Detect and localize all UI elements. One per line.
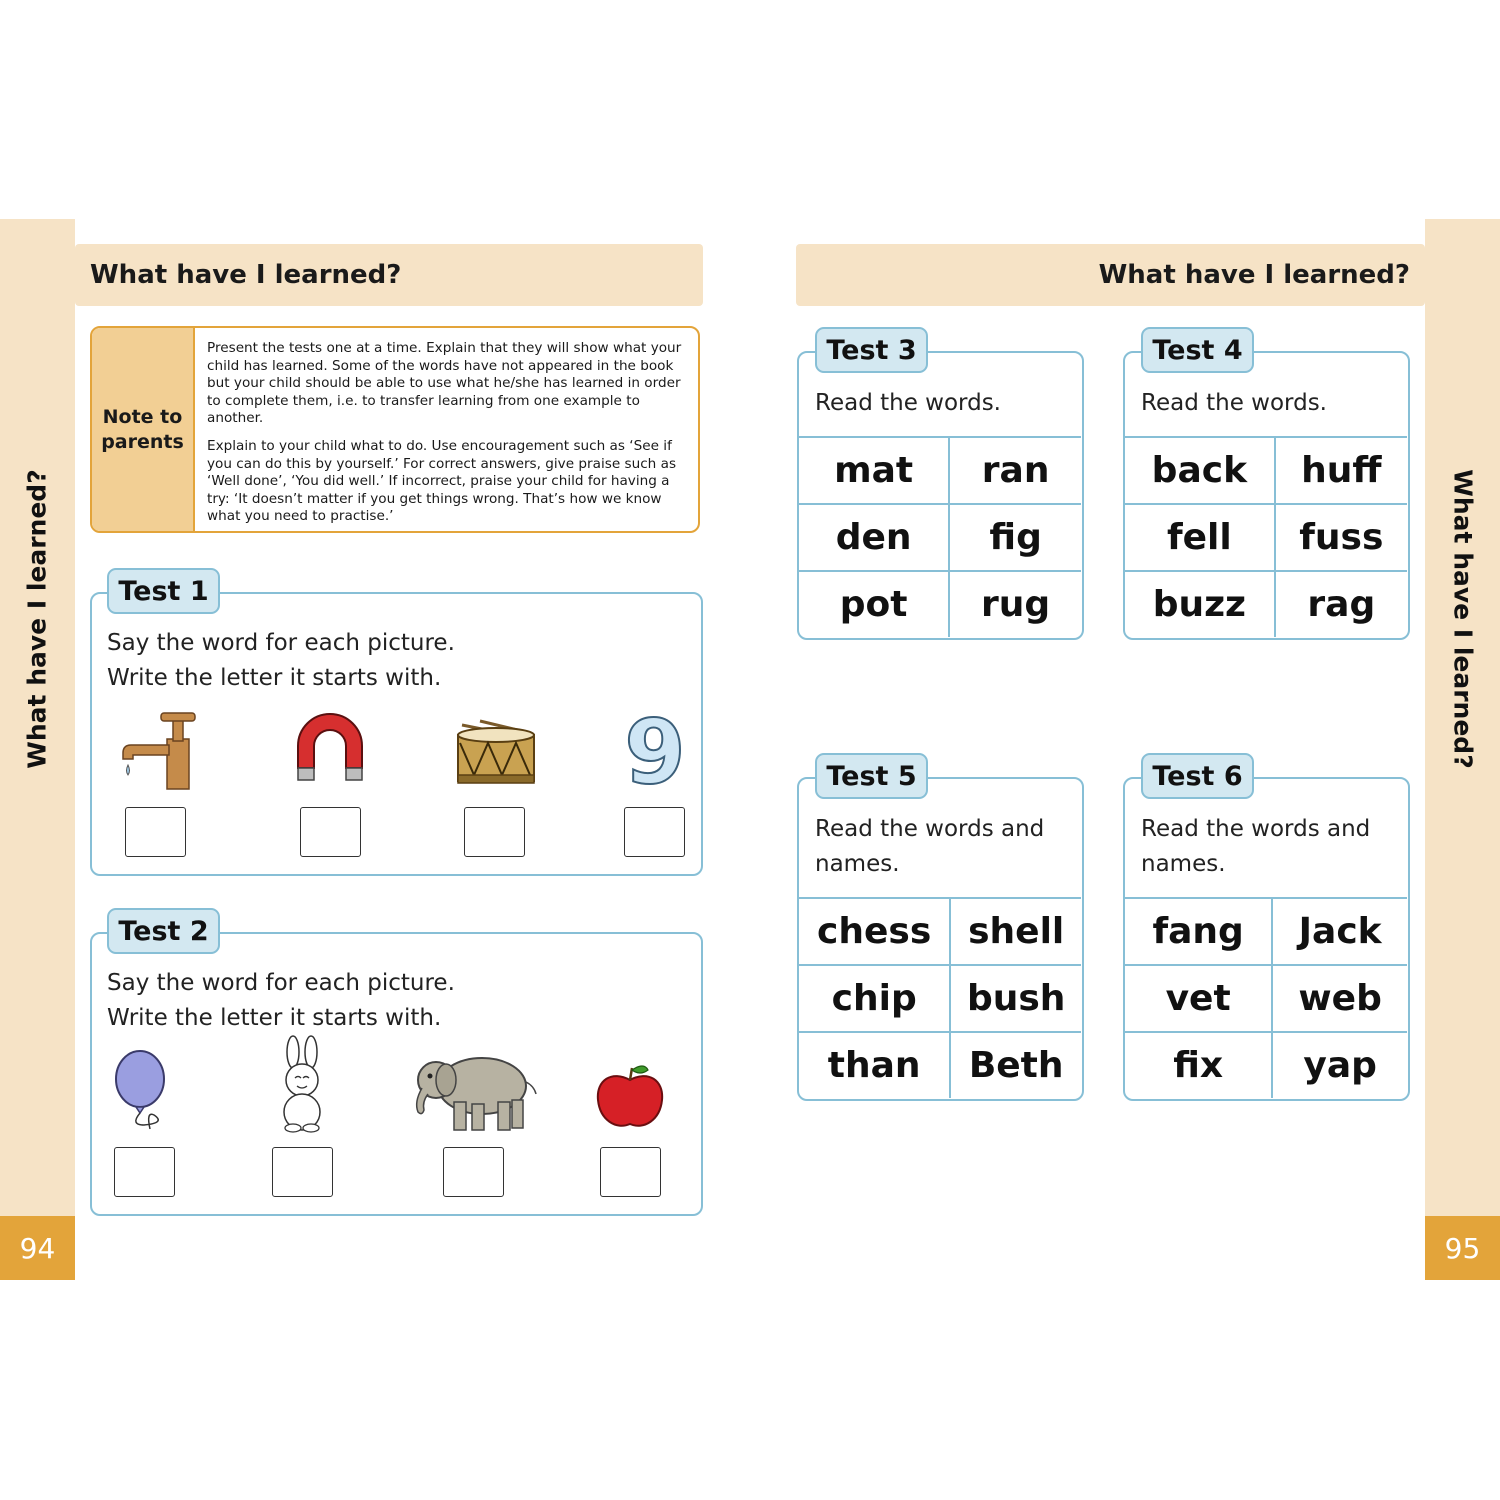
test-4-word-grid	[1125, 436, 1407, 637]
test-1-tab: Test 1	[107, 568, 220, 614]
test-2-answer-box-4[interactable]	[600, 1147, 661, 1197]
note-paragraph-2: Explain to your child what to do. Use encouragement such as ‘See if you can do this by yourself.’ For correct answers, give praise such as ‘Well done’, ‘You did well.’ If incorrect, praise your child for having a try: ‘It doesn’t matter if you get things wrong. That’s how we know what you need to practise.’	[207, 437, 677, 525]
test-3-panel	[797, 351, 1084, 640]
test-3-word-grid	[799, 436, 1081, 637]
word-cell: rug	[949, 571, 1081, 637]
word-cell: yap	[1272, 1032, 1407, 1098]
word-cell: chess	[799, 898, 950, 965]
word-cell: fix	[1125, 1032, 1272, 1098]
test-4-instruction: Read the words.	[1141, 390, 1327, 416]
test-4-tab: Test 4	[1141, 327, 1254, 373]
note-label-line1: Note to	[102, 405, 183, 428]
test-2-instruction-1: Say the word for each picture.	[107, 970, 455, 996]
word-cell: vet	[1125, 965, 1272, 1032]
test-1-answer-box-2[interactable]	[300, 807, 361, 857]
word-cell: chip	[799, 965, 950, 1032]
test-2-answer-box-1[interactable]	[114, 1147, 175, 1197]
test-5-panel	[797, 777, 1084, 1101]
test-5-instruction-1: Read the words and	[815, 816, 1045, 842]
test-1-instruction-1: Say the word for each picture.	[107, 630, 455, 656]
word-cell: back	[1125, 437, 1275, 504]
test-1-answer-box-3[interactable]	[464, 807, 525, 857]
left-spine-title: What have I learned?	[22, 469, 52, 769]
note-body	[207, 340, 684, 533]
word-cell: mat	[799, 437, 949, 504]
test-2-instruction-2: Write the letter it starts with.	[107, 1005, 442, 1031]
test-1-panel	[90, 592, 703, 876]
test-1-instruction-2: Write the letter it starts with.	[107, 665, 442, 691]
word-cell: shell	[950, 898, 1081, 965]
test-2-answer-box-3[interactable]	[443, 1147, 504, 1197]
word-cell: bush	[950, 965, 1081, 1032]
nine-icon	[624, 709, 686, 791]
left-spine	[0, 219, 75, 1280]
word-cell: fang	[1125, 898, 1272, 965]
test-4-panel	[1123, 351, 1410, 640]
test-5-word-grid	[799, 897, 1081, 1098]
word-cell: fuss	[1275, 504, 1407, 571]
test-1-answer-box-4[interactable]	[624, 807, 685, 857]
elephant-icon	[410, 1046, 540, 1136]
test-3-instruction: Read the words.	[815, 390, 1001, 416]
page-number-left: 94	[0, 1216, 75, 1280]
left-page-title	[75, 244, 703, 306]
word-cell: buzz	[1125, 571, 1275, 637]
page-number-right: 95	[1425, 1216, 1500, 1280]
apple-icon	[592, 1062, 668, 1132]
note-to-parents	[90, 326, 700, 533]
note-label-line2: parents	[101, 430, 184, 453]
test-2-panel	[90, 932, 703, 1216]
right-spine-title: What have I learned?	[1448, 469, 1478, 769]
word-cell: fell	[1125, 504, 1275, 571]
test-2-answer-box-2[interactable]	[272, 1147, 333, 1197]
drum-icon	[452, 719, 540, 789]
test-2-tab: Test 2	[107, 908, 220, 954]
test-6-tab: Test 6	[1141, 753, 1254, 799]
word-cell: den	[799, 504, 949, 571]
magnet-icon	[290, 706, 370, 786]
test-3-tab: Test 3	[815, 327, 928, 373]
test-6-instruction-1: Read the words and	[1141, 816, 1371, 842]
word-cell: web	[1272, 965, 1407, 1032]
tap-icon	[117, 709, 197, 794]
test-5-tab: Test 5	[815, 753, 928, 799]
rabbit-icon	[267, 1034, 337, 1134]
test-1-answer-box-1[interactable]	[125, 807, 186, 857]
test-6-word-grid	[1125, 897, 1407, 1098]
word-cell: rag	[1275, 571, 1407, 637]
word-cell: Beth	[950, 1032, 1081, 1098]
note-label	[92, 328, 195, 531]
right-spine	[1425, 219, 1500, 1280]
test-6-instruction-2: names.	[1141, 851, 1226, 877]
word-cell: ran	[949, 437, 1081, 504]
word-cell: Jack	[1272, 898, 1407, 965]
note-paragraph-1: Present the tests one at a time. Explain that they will show what your child has learned. Some of the words have not appeared in the book but your child should be able to use what he/she has learned in order to complete them, i.e. to transfer learning from one example to another.	[207, 340, 682, 427]
right-page-title	[796, 244, 1425, 306]
test-5-instruction-2: names.	[815, 851, 900, 877]
left-title-text: What have I learned?	[90, 260, 402, 290]
test-6-panel	[1123, 777, 1410, 1101]
svg-text:9: 9	[624, 709, 686, 791]
word-cell: huff	[1275, 437, 1407, 504]
word-cell: pot	[799, 571, 949, 637]
right-title-text: What have I learned?	[1098, 260, 1410, 290]
word-cell: than	[799, 1032, 950, 1098]
balloon-icon	[110, 1049, 180, 1134]
word-cell: fig	[949, 504, 1081, 571]
